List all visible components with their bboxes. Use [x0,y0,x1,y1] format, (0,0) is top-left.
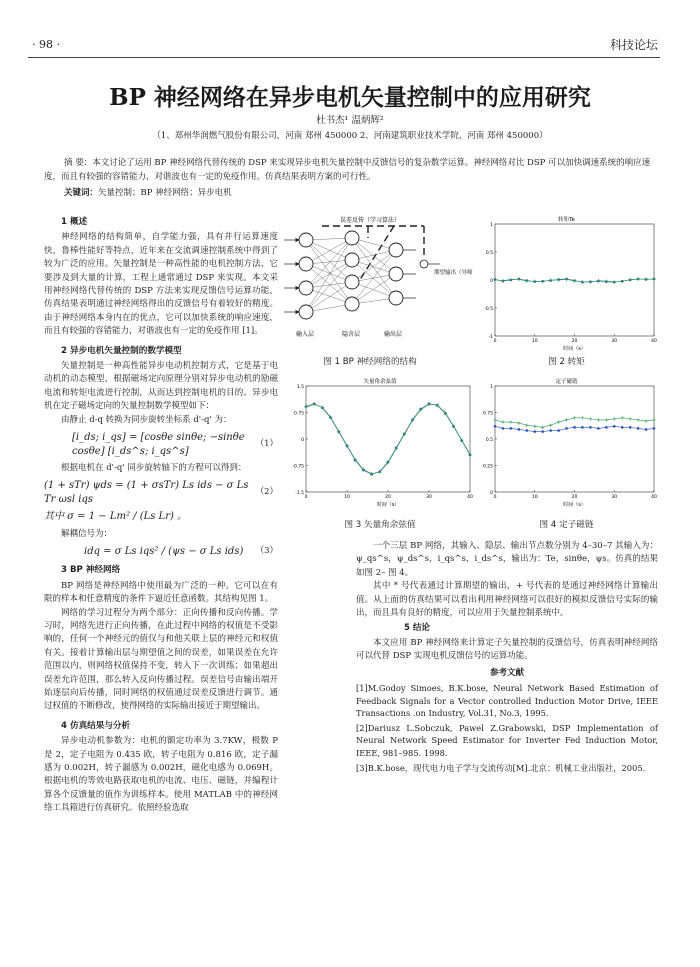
section-3-text-2: 网络的学习过程分为两个部分：正向传播和反向传播。学习时，网络先进行正向传播，在此过程中网络的权值是不受影响的，任何一个神经元的值仅与和他关联上层的神经元和权值有关。接着计算输出层与期望值之间的误差，如果误差在允许范围以内，则网络权值保持不变，转入下一次训练；如果超出误差允许范围，那么转入反向传播过程。误差信号由输出端开始逐层向后传播，同时网络的权值通过误差反馈进行调节。通过权值的不断修改，使得网络的实际输出接近于期望输出。 [44,607,278,712]
data-point [605,418,608,421]
equation-1 [72,431,278,458]
data-point [565,418,568,421]
data-point [565,427,568,430]
section-5-title: 5 结论 [404,623,430,634]
y-tick-label: 0.5 [485,250,493,256]
data-point [613,425,616,428]
data-point [541,426,544,429]
reference-1: [1]M.Godoy Simoes, B.K.bose, Neural Network Based Estimation of Feedback Signals for a Vector controlled Induction Motor Drive, IEEE Transactions .on Industry, Vol.31, No.3, 1995. [356,683,658,719]
section-1-title: 1 概述 [61,217,88,227]
section-3-title: 3 BP 神经网络 [61,565,121,576]
x-tick-label: 10 [531,495,538,500]
section-4-title: 4 仿真结果与分析 [61,720,131,731]
data-point [557,429,560,432]
input-neuron [299,305,313,319]
data-point [502,427,505,430]
data-point [629,426,632,429]
data-point [637,427,640,430]
data-point [494,425,497,428]
fig1-input-label: 输入层 [296,331,315,338]
data-point [589,417,592,420]
equation-3-body: 其中 σ = 1 − Lm² / (Ls Lr) 。 [44,511,188,523]
torque-plot [473,212,660,358]
hidden-neuron [345,231,359,245]
section-2-text-4: 解耦信号为： [61,528,113,539]
section-2-title: 2 异步电机矢量控制的数学模型 [61,345,182,356]
references-title: 参考文献 [489,667,524,678]
output-neuron [389,267,403,281]
x-tick-label: 30 [426,495,432,500]
y-tick-label: 0 [490,278,493,284]
reference-3: [3]B.K.bose，现代电力电子学与交流传动[M].北京：机械工业出版社，2005. [356,762,646,773]
page-number: · 98 · [32,38,60,51]
plot-title: 转矩Te [558,217,575,223]
section-3-text-1: BP 网络是神经网络中使用最为广泛的一种。它可以在有限的样本和任意精度的条件下逼近任意函数。其结构见图 1。 [44,580,278,605]
input-neuron [299,233,313,247]
section-5-text: 本文应用 BP 神经网络来计算定子矢量控制的反馈信号，仿真表明神经网络可以代替 DSP 实现电机反馈信号的运算功能。 [356,637,658,662]
results-text-1: 一个三层 BP 网络，其输入、隐层、输出节点数分别为 4–30–7 其输入为：ψ_qs^s，ψ_ds^s，i_qs^s，i_ds^s，输出为：Te，sinθe，ψs。仿真的结果如图 2– 图 4。 [356,541,658,578]
keywords-label: 关键词： [64,188,99,198]
x-tick-label: 30 [611,339,618,344]
y-tick-label: 0.25 [482,464,493,470]
data-point [605,426,608,429]
data-point [493,418,496,421]
data-point [581,416,584,419]
equation-2 [44,479,278,506]
y-tick-label: -1.5 [295,490,304,496]
hidden-neuron [345,253,359,267]
header-rule [28,57,660,58]
data-point [581,426,584,429]
data-point [573,426,576,429]
keywords: 矢量控制；BP 神经网络；异步电机 [98,188,232,198]
y-tick-label: -0.5 [484,306,493,312]
x-tick-label: 10 [531,339,538,344]
x-axis-label: 时间（s） [376,502,400,508]
plot-frame [306,386,470,492]
x-tick-label: 0 [493,339,497,344]
input-neuron [299,281,313,295]
data-point [589,426,592,429]
y-tick-label: 1 [490,384,493,390]
equation-1-number: （1） [255,438,278,449]
y-tick-label: 0.75 [293,411,304,417]
equation-2-number: （2） [255,487,278,498]
data-point [509,420,512,423]
flux-plot [473,374,660,514]
data-point [597,418,600,421]
data-point [645,428,648,431]
data-point [613,417,616,420]
plot-frame [495,386,654,492]
keywords-line [64,186,232,198]
abstract: 摘 要：本文讨论了运用 BP 神经网络代替传统的 DSP 来实现异步电机矢量控制中反馈信号的复杂数学运算。神经网络对比 DSP 可以加快调速系统的响应速度，而且有较强的容错能力，对谐波也有一定的免疫作用。仿真结果表明方案的可行性。 [44,158,651,182]
data-point [533,425,536,428]
fig1-top-label: 误差反传（学习算法） [339,217,401,224]
equation-3 [44,510,278,523]
summing-junction [420,260,428,268]
data-point [597,427,600,430]
x-tick-label: 10 [344,495,350,500]
equation-4-number: （3） [255,545,278,556]
fig3-caption: 图 3 矢量角余弦值 [344,520,416,530]
data-point [533,430,536,433]
x-tick-label: 30 [611,495,618,500]
x-tick-label: 20 [385,495,391,500]
input-neuron [299,257,313,271]
data-point [525,424,528,427]
equation-4 [84,545,278,558]
equation-1-body: [i_ds; i_qs] = [cosθe sinθe; −sinθe cosθe] [i_ds^s; i_qs^s] [72,432,245,457]
y-tick-label: 0 [301,437,304,443]
data-point [549,424,552,427]
section-1-text: 神经网络的结构简单，自学能力强，具有并行运算速度快，鲁棒性能好等特点，近年来在交流调速控制系统中得到了较为广泛的应用。矢量控制是一种高性能的电机控制方法，它要涉及到大量的计算，工程上通常通过 DSP 来实现。本文采用神经网络代替传统的 DSP 方法来实现反馈信号运算功能，仿真结果表明通过神经网络得出的反馈信号有着较好的精度。由于神经网络本身内在的优点，它可以加快系统的响应速度，而且有较强的容错能力，对谐波也有一定的免疫作用 [1]。 [44,232,278,337]
section-2-text-3: 根据电机在 d'-q' 同步旋转轴下的方程可以得到： [61,462,247,473]
data-point [621,416,624,419]
data-point [637,418,640,421]
x-axis-label: 时间（s） [563,346,586,352]
affiliation: （1、郑州华润燃气股份有限公司，河南 郑州 450000 2、河南建筑职业技术学院，河南 郑州 450000） [152,131,548,141]
y-tick-label: 1 [490,222,493,228]
data-point [541,430,544,433]
hidden-neuron [345,275,359,289]
data-point [621,426,624,429]
data-point [518,428,521,431]
cosine-plot [284,374,476,514]
data-point [573,416,576,419]
fig1-caption: 图 1 BP 神经网络的结构 [323,357,417,367]
left-column [44,216,278,816]
right-column [356,540,658,776]
data-point [652,418,655,421]
column-name: 科技论坛 [609,38,658,52]
y-tick-label: 0.5 [485,437,493,443]
section-4-text: 异步电动机参数为：电机的额定功率为 3.7KW，极数 P 是 2，定子电阻为 0.435 欧，转子电阻为 0.816 欧，定子漏感为 0.002H，转子漏感为 0.002H，磁化电感为 0.069H。根据电机的等效电路获取电机的电流、电压、磁链，并编程计算各个反馈量的值作为训练样本。使用 MATLAB 中的神经网络工具箱进行仿真研究。依照经验选取 [44,736,278,814]
hidden-neuron [345,297,359,311]
section-2-text-2: 由静止 d-q 转换为同步旋转坐标系 d'-q' 为： [61,414,232,425]
y-tick-label: 1.5 [296,384,304,390]
y-tick-label: 0.75 [482,411,493,417]
x-tick-label: 40 [651,495,657,500]
output-neuron [389,243,403,257]
authors: 杜书杰¹ 温炳辉² [316,115,384,126]
y-tick-label: -0.75 [292,464,304,470]
data-point [653,427,656,430]
y-tick-label: 0 [490,490,493,496]
data-point [629,417,632,420]
x-tick-label: 40 [651,339,657,344]
data-point [501,420,504,423]
x-tick-label: 20 [571,495,578,500]
data-point [510,427,513,430]
fig1-output-label: 输出层 [384,331,403,338]
equation-4-body: idq = σ Ls iqs² / (ψs − σ Ls ids) [84,545,244,557]
fig2-caption: 图 2 转矩 [548,357,585,367]
x-tick-label: 0 [493,495,497,500]
output-neuron [389,291,403,305]
x-tick-label: 0 [304,495,308,500]
x-tick-label: 20 [571,339,578,344]
fig1-desired-label: 期望输出（导师信号） [434,270,490,276]
data-point [644,419,647,422]
plot-title: 矢量角余弦值 [363,379,397,385]
data-point [526,429,529,432]
equation-2-body: (1 + sTr) ψds = (1 + σsTr) Ls ids − σ Ls Tr ωsl iqs [44,480,249,505]
plot-title: 定子磁链 [555,379,578,385]
y-tick-label: -1 [488,334,493,340]
x-axis-label: 时间（s） [563,502,586,508]
data-point [549,429,552,432]
data-point [517,422,520,425]
paper-title: BP 神经网络在异步电机矢量控制中的应用研究 [109,84,591,111]
section-2-text-1: 矢量控制是一种高性能异步电动机控制方式，它是基于电动机的动态模型，根据磁场定向原理分别对异步电动机的励磁电流和转矩电流进行控制，从而达到控制电机的目的。异步电机在定子磁场定向的矢量控制数学模型如下： [44,361,278,412]
fig4-caption: 图 4 定子磁链 [539,520,594,530]
fig1-hidden-label: 隐含层 [342,331,361,338]
reference-2: [2]Dariusz L.Sobczuk, Pawel Z.Grabowski, DSP Implementation of Neural Network Speed Estimator for Inverter Fed Induction Motor, IEEE, 981–985. 1998. [356,722,658,759]
x-tick-label: 40 [467,495,473,500]
results-text-2: 其中 * 号代表通过计算期望的输出，+ 号代表的是通过神经网络计算输出值。从上面的仿真结果可以看出利用神经网络可以很好的模拟反馈信号实际的输出，而且具有良好的精度，可以应用于矢量控制系统中。 [356,581,658,619]
data-point [557,420,560,423]
